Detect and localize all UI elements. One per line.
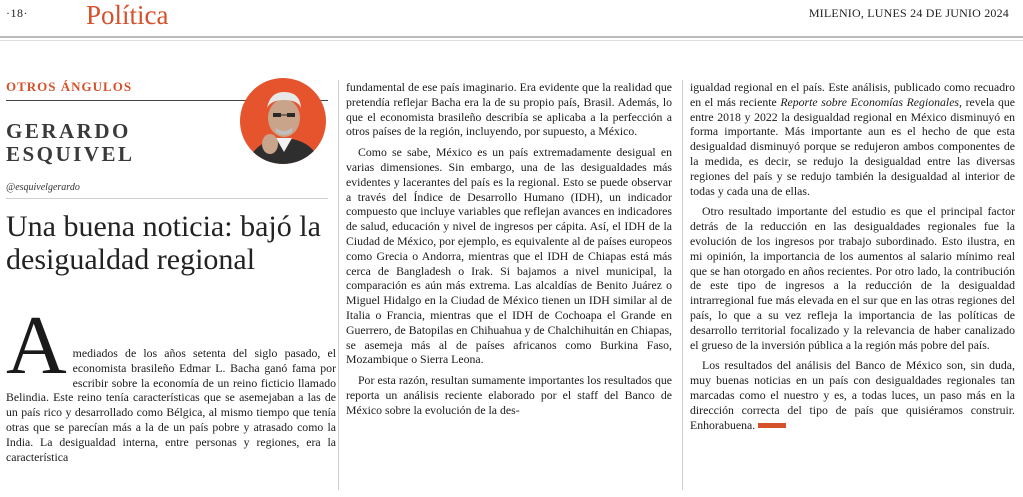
author-name — [6, 120, 135, 166]
paragraph-text: Los resultados del análisis del Banco de México son, sin duda, muy buenas noticias en un país con desigualdades regionales tan marcadas como el nuestro y es, a todas luces, un paso más en la dirección correcta del tipo de país que quisiéramos construir. Enhorabuena. — [690, 358, 1015, 432]
page-number: ·18· — [6, 6, 28, 20]
article-column-2 — [346, 80, 672, 494]
end-mark — [758, 423, 786, 428]
header-rule-thin — [0, 40, 1023, 41]
lead-paragraph: mediados de los años setenta del siglo pasado, el economista brasileño Edmar L. Bacha ganó fama por escribir sobre la economía de un reino ficticio llamado Belindia. Este reino tenía características que se asemejaban a las de un país rico y desarrollado como Bélgica, al mismo tiempo que tenía otras que se parecían más a la de un país pobre y atrasado como la India. La desigualdad interna, entre personas y regiones, era la característica — [6, 346, 336, 464]
article-headline: Una buena noticia: bajó la desigualdad regional — [6, 210, 321, 276]
paragraph-text: igualdad regional en el país. Este análisis, publicado como recuadro en el más reciente — [690, 80, 1015, 109]
paragraph-text: , revela que entre 2018 y 2022 la desigualdad regional en México disminuyó en forma importante. Más importante aun es el hecho de que esta desigualdad disminuyó porque se redujeron ambos componentes de la medida, es decir, se redujo la desigualdad entre las diversas regiones del país y se redujo también la desigualdad al interior de todas y cada una de ellas. — [690, 94, 1015, 198]
author-handle: @esquivelgerardo — [6, 182, 80, 193]
paragraph — [690, 80, 1015, 198]
author-last-name: ESQUIVEL — [6, 142, 135, 166]
header-rule — [0, 36, 1023, 38]
paragraph: Como se sabe, México es un país extremadamente desigual en varias dimensiones. Sin embargo, una de las desigualdades más evidentes y lacerantes del país es la regional. Esto se puede observar a través del Índice de Desarrollo Humano (IDH), un indicador compuesto que incluye variables que reflejan avances en indicadores de salud, educación y nivel de ingresos per cápita. Así, el IDH de la Ciudad de México, por ejemplo, es equivalente al de países europeos como Grecia o Andorra, mientras que el IDH de Chiapas está más cerca de Bangladesh o Irak. Si bajamos a nivel municipal, la comparación es aún más extrema. Las alcaldías de Benito Juárez o Miguel Hidalgo en la Ciudad de México tienen un IDH similar al de Italia o Francia, mientras que el IDH de Cochoapa el Grande en Guerrero, de Batopilas en Chihuahua y de Chalchihuitán en Chiapas, se asemeja más al de países africanos como Burkina Faso, Mozambique o Sierra Leona. — [346, 145, 672, 367]
report-title: Reporte sobre Economías Regionales — [780, 94, 960, 109]
closing-paragraph — [690, 358, 1015, 432]
dateline: MILENIO, LUNES 24 DE JUNIO 2024 — [808, 6, 1009, 20]
article-column-3 — [690, 80, 1015, 494]
page-header — [0, 0, 1023, 36]
handle-rule — [6, 198, 328, 199]
column-divider — [338, 80, 339, 490]
author-portrait-icon — [240, 78, 326, 164]
section-title: Política — [86, 0, 169, 30]
paragraph: fundamental de ese país imaginario. Era evidente que la realidad que pretendía reflejar Bacha era la de su propio país, Brasil. Además, lo que el economista brasileño describía se aplicaba a la perfección a otros países de la región, incluyendo, por supuesto, a México. — [346, 80, 672, 139]
paragraph: Otro resultado importante del estudio es que el principal factor detrás de la reducción en las desigualdades regionales fue la evolución de los ingresos por trabajo subordinado. Esto ilustra, en mi opinión, la importancia de los aumentos al salario mínimo real que se han otorgado en años recientes. Por otro lado, la contribución de este tipo de ingresos a la reducción de la desigualdad intrarregional fue más elevada en el sur que en las otras regiones del país, lo que a su vez refleja la importancia de las políticas de desarrollo territorial focalizado y la relevancia de haber canalizado el grueso de la inversión pública a la región más pobre del país. — [690, 204, 1015, 352]
column-divider — [682, 80, 683, 490]
drop-cap: A — [6, 299, 67, 392]
article-lead — [6, 299, 336, 496]
paragraph: Por esta razón, resultan sumamente importantes los resultados que reporta un análisis reciente elaborado por el staff del Banco de México sobre la evolución de la des- — [346, 373, 672, 417]
author-first-name: GERARDO — [6, 119, 131, 143]
author-photo — [240, 78, 326, 164]
column-kicker: OTROS ÁNGULOS — [6, 79, 133, 94]
